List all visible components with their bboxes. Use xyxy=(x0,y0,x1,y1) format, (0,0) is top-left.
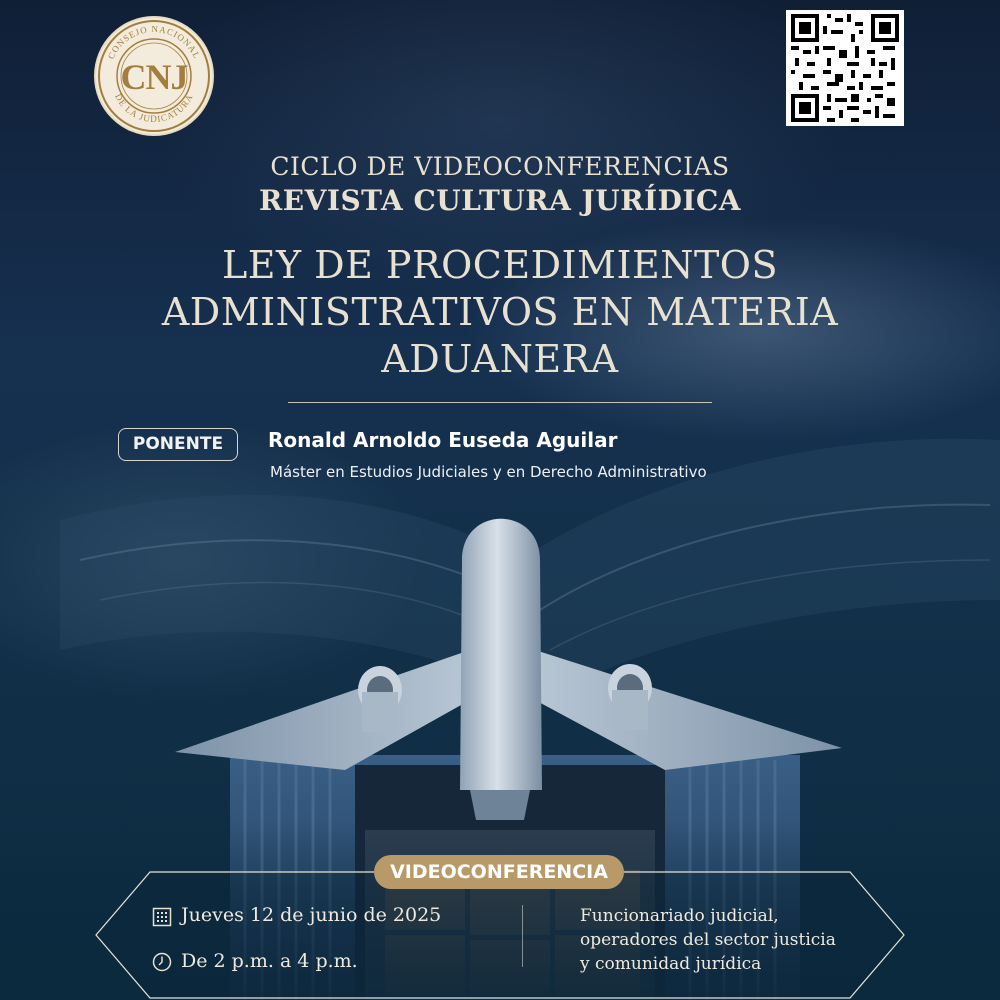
journal-title: REVISTA CULTURA JURÍDICA xyxy=(259,184,741,217)
event-time: De 2 p.m. a 4 p.m. xyxy=(181,950,358,972)
speaker-credential: Máster en Estudios Judiciales y en Derecho Administrativo xyxy=(270,463,707,481)
audience-line-2: operadores del sector justicia xyxy=(580,930,836,950)
audience-line-1: Funcionariado judicial, xyxy=(580,906,779,926)
svg-text:DE LA JUDICATURA: DE LA JUDICATURA xyxy=(113,92,195,125)
speaker-name: Ronald Arnoldo Euseda Aguilar xyxy=(268,428,618,452)
calendar-icon xyxy=(152,907,172,927)
audience-line-3: y comunidad jurídica xyxy=(580,954,762,974)
event-date: Jueves 12 de junio de 2025 xyxy=(181,904,442,926)
title-line-2: ADMINISTRATIVOS EN MATERIA xyxy=(161,290,839,334)
clock-icon xyxy=(152,952,172,972)
svg-text:CONSEJO NACIONAL: CONSEJO NACIONAL xyxy=(105,23,203,61)
series-heading: CICLO DE VIDEOCONFERENCIAS xyxy=(270,152,730,181)
target-audience xyxy=(580,904,900,976)
logo-monogram: CNJ xyxy=(120,57,188,97)
title-line-3: ADUANERA xyxy=(381,337,619,381)
speaker-label-badge: PONENTE xyxy=(118,428,238,461)
details-divider xyxy=(522,905,523,967)
format-badge: VIDEOCONFERENCIA xyxy=(374,855,624,889)
title-line-1: LEY DE PROCEDIMIENTOS xyxy=(222,243,778,287)
